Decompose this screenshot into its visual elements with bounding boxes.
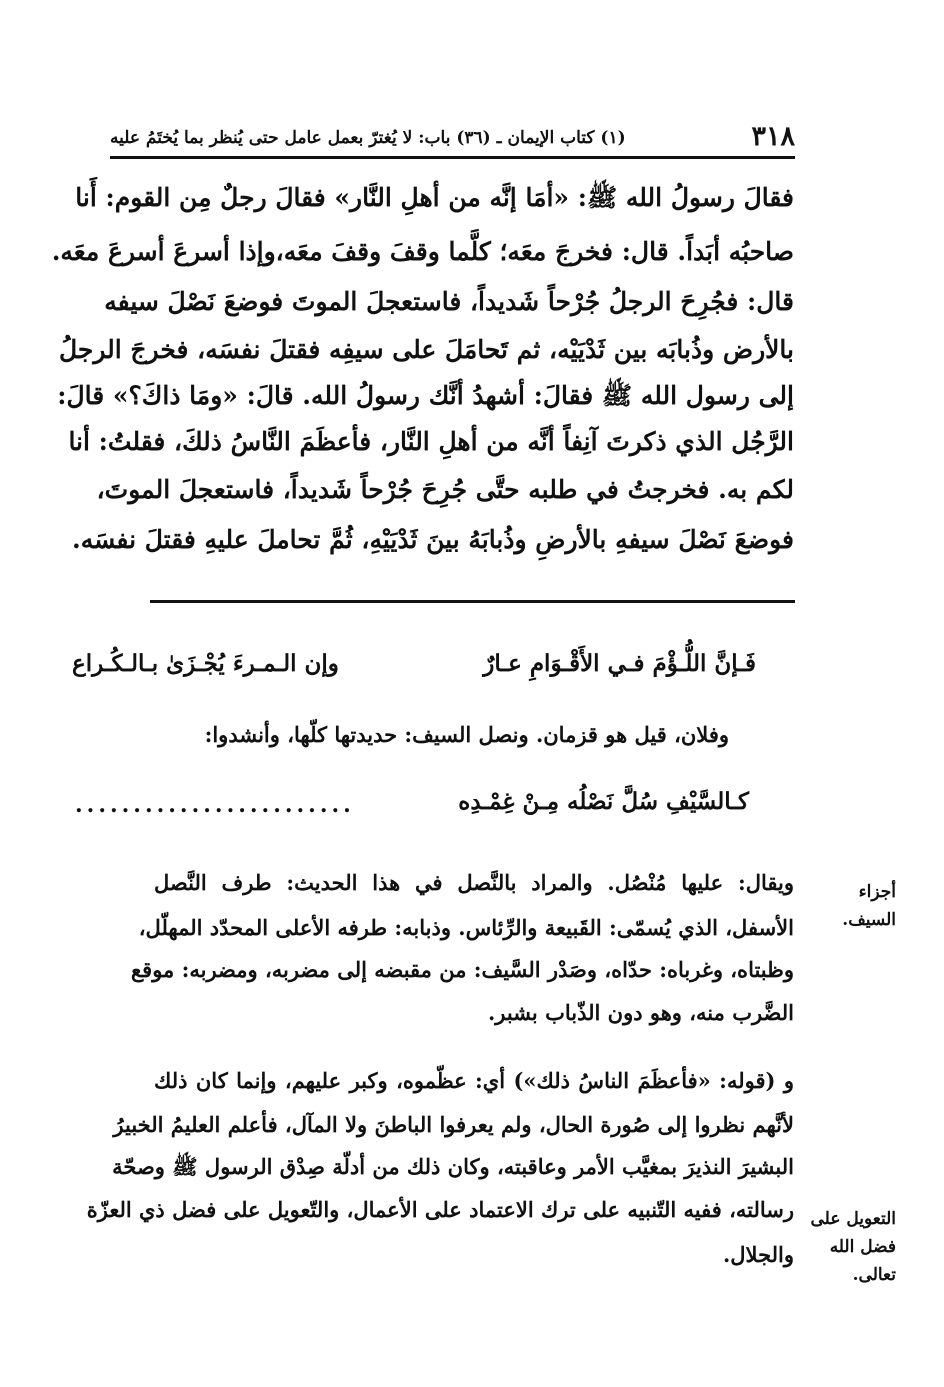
commentary-line: رسالته، ففيه التّنبيه على ترك الاعتماد على الأعمال، والتّعويل على فضل ذي العزّة (86, 1197, 794, 1222)
margin-note-line: التعويل على (810, 1209, 896, 1229)
margin-note-line: فضل الله (829, 1237, 896, 1257)
commentary-line: الأسفل، الذي يُسمّى: القَبيعة والرِّئاس. وذبابه: طرفه الأعلى المحدّد المهلّل، (138, 915, 794, 940)
margin-note-line: تعالى. (852, 1265, 896, 1285)
commentary-line: ويقال: عليها مُنْصُل. والمراد بالنَّصل في هذا الحديث: طرف النَّصل (154, 870, 794, 895)
margin-note-reliance (801, 1205, 896, 1289)
commentary-line: البشيرَ النذيرَ بمغيَّب الأمر وعاقبته، وكان ذلك من أدلّة صِدْق الرسول ﷺ وصحّة (112, 1154, 794, 1179)
hadith-line: إلى رسول الله ﷺ فقالَ: أشهدُ أنَّك رسولُ الله. قالَ: «ومَا ذاكَ؟» قالَ: (57, 381, 794, 410)
running-title: (١) كتاب الإيمان ـ (٣٦) باب: لا يُغترّ بعمل عامل حتى يُنظر بما يُختَمُ عليه (110, 128, 626, 148)
hadith-line: قال: فجُرِحَ الرجلُ جُرْحاً شَديداً، فاستعجلَ الموتَ فوضعَ نَصْلَ سيفه (104, 287, 794, 316)
commentary-line: وظبتاه، وغرباه: حدّاه، وصَدْر السَّيف: من مقبضه إلى مضربه، ومضربه: موقع (130, 957, 794, 982)
hadith-line: لكم به. فخرجتُ في طلبه حتَّى جُرِحَ جُرْحاً شَديداً، فاستعجلَ الموتَ، (96, 475, 794, 504)
hadith-line: الرَّجُل الذي ذكرتَ آنِفاً أنَّه من أهلِ النَّار، فأعظَمَ النَّاسُ ذلكَ، فقلتُ: أنا (68, 427, 794, 456)
commentary-line: و (قوله: «فأعظَمَ الناسُ ذلك») أي: عظّموه، وكبر عليهم، وإنما كان ذلك (154, 1068, 794, 1093)
verse-second-hemistich: وإن الـمـرءَ يُجْـزَىٰ بـالـكُـراع (72, 650, 339, 677)
verse-quote-hemistich: كـالسَّيْفِ سُلَّ نَصْلُه مِـنْ غِمْـدِه (458, 788, 749, 815)
margin-note-sword-parts: أجزاء السيف. (842, 882, 896, 930)
hadith-line: صاحبُه أبَداً. قال: فخرجَ معَه؛ كلَّما وقفَ وقفَ معَه،وإذا أسرعَ أسرعَ معَه. (51, 237, 794, 266)
commentary-line: لأنَّهم نظروا إلى صُورة الحال، ولم يعرفوا الباطنَ ولا المآل، فأعلم العليمُ الخبيرُ (113, 1112, 794, 1137)
verse-first-hemistich: فَـإنَّ اللُّـؤْمَ فـي الأَقْـوَامِ عـارٌ (483, 650, 756, 677)
page-header (110, 112, 795, 159)
commentary-line: الضَّرب منه، وهو دون الذّباب بشبر. (487, 1000, 794, 1025)
section-divider (150, 600, 795, 603)
commentary-line: والجلال. (722, 1242, 794, 1267)
page-number: ٣١٨ (751, 121, 795, 152)
ellipsis-dots: ........................ (75, 792, 355, 818)
hadith-line: فقالَ رسولُ الله ﷺ: «أمَا إنَّه من أهلِ النَّار» فقالَ رجلٌ مِن القوم: أَنا (75, 183, 794, 212)
hadith-line: بالأرض وذُبابَه بين ثَدْيَيْه، ثم تَحامَلَ على سيفِه فقتلَ نفسَه، فخرجَ الرجلُ (58, 335, 794, 364)
line-after-verse: وفلان، قيل هو قزمان. ونصل السيف: حديدتها كلّها، وأنشدوا: (204, 722, 729, 747)
hadith-line: فوضعَ نَصْلَ سيفهِ بالأرضِ وذُبابَهُ بينَ ثَدْيَيْهِ، ثُمَّ تحاملَ عليهِ فقتلَ نفسَه. (72, 525, 794, 554)
